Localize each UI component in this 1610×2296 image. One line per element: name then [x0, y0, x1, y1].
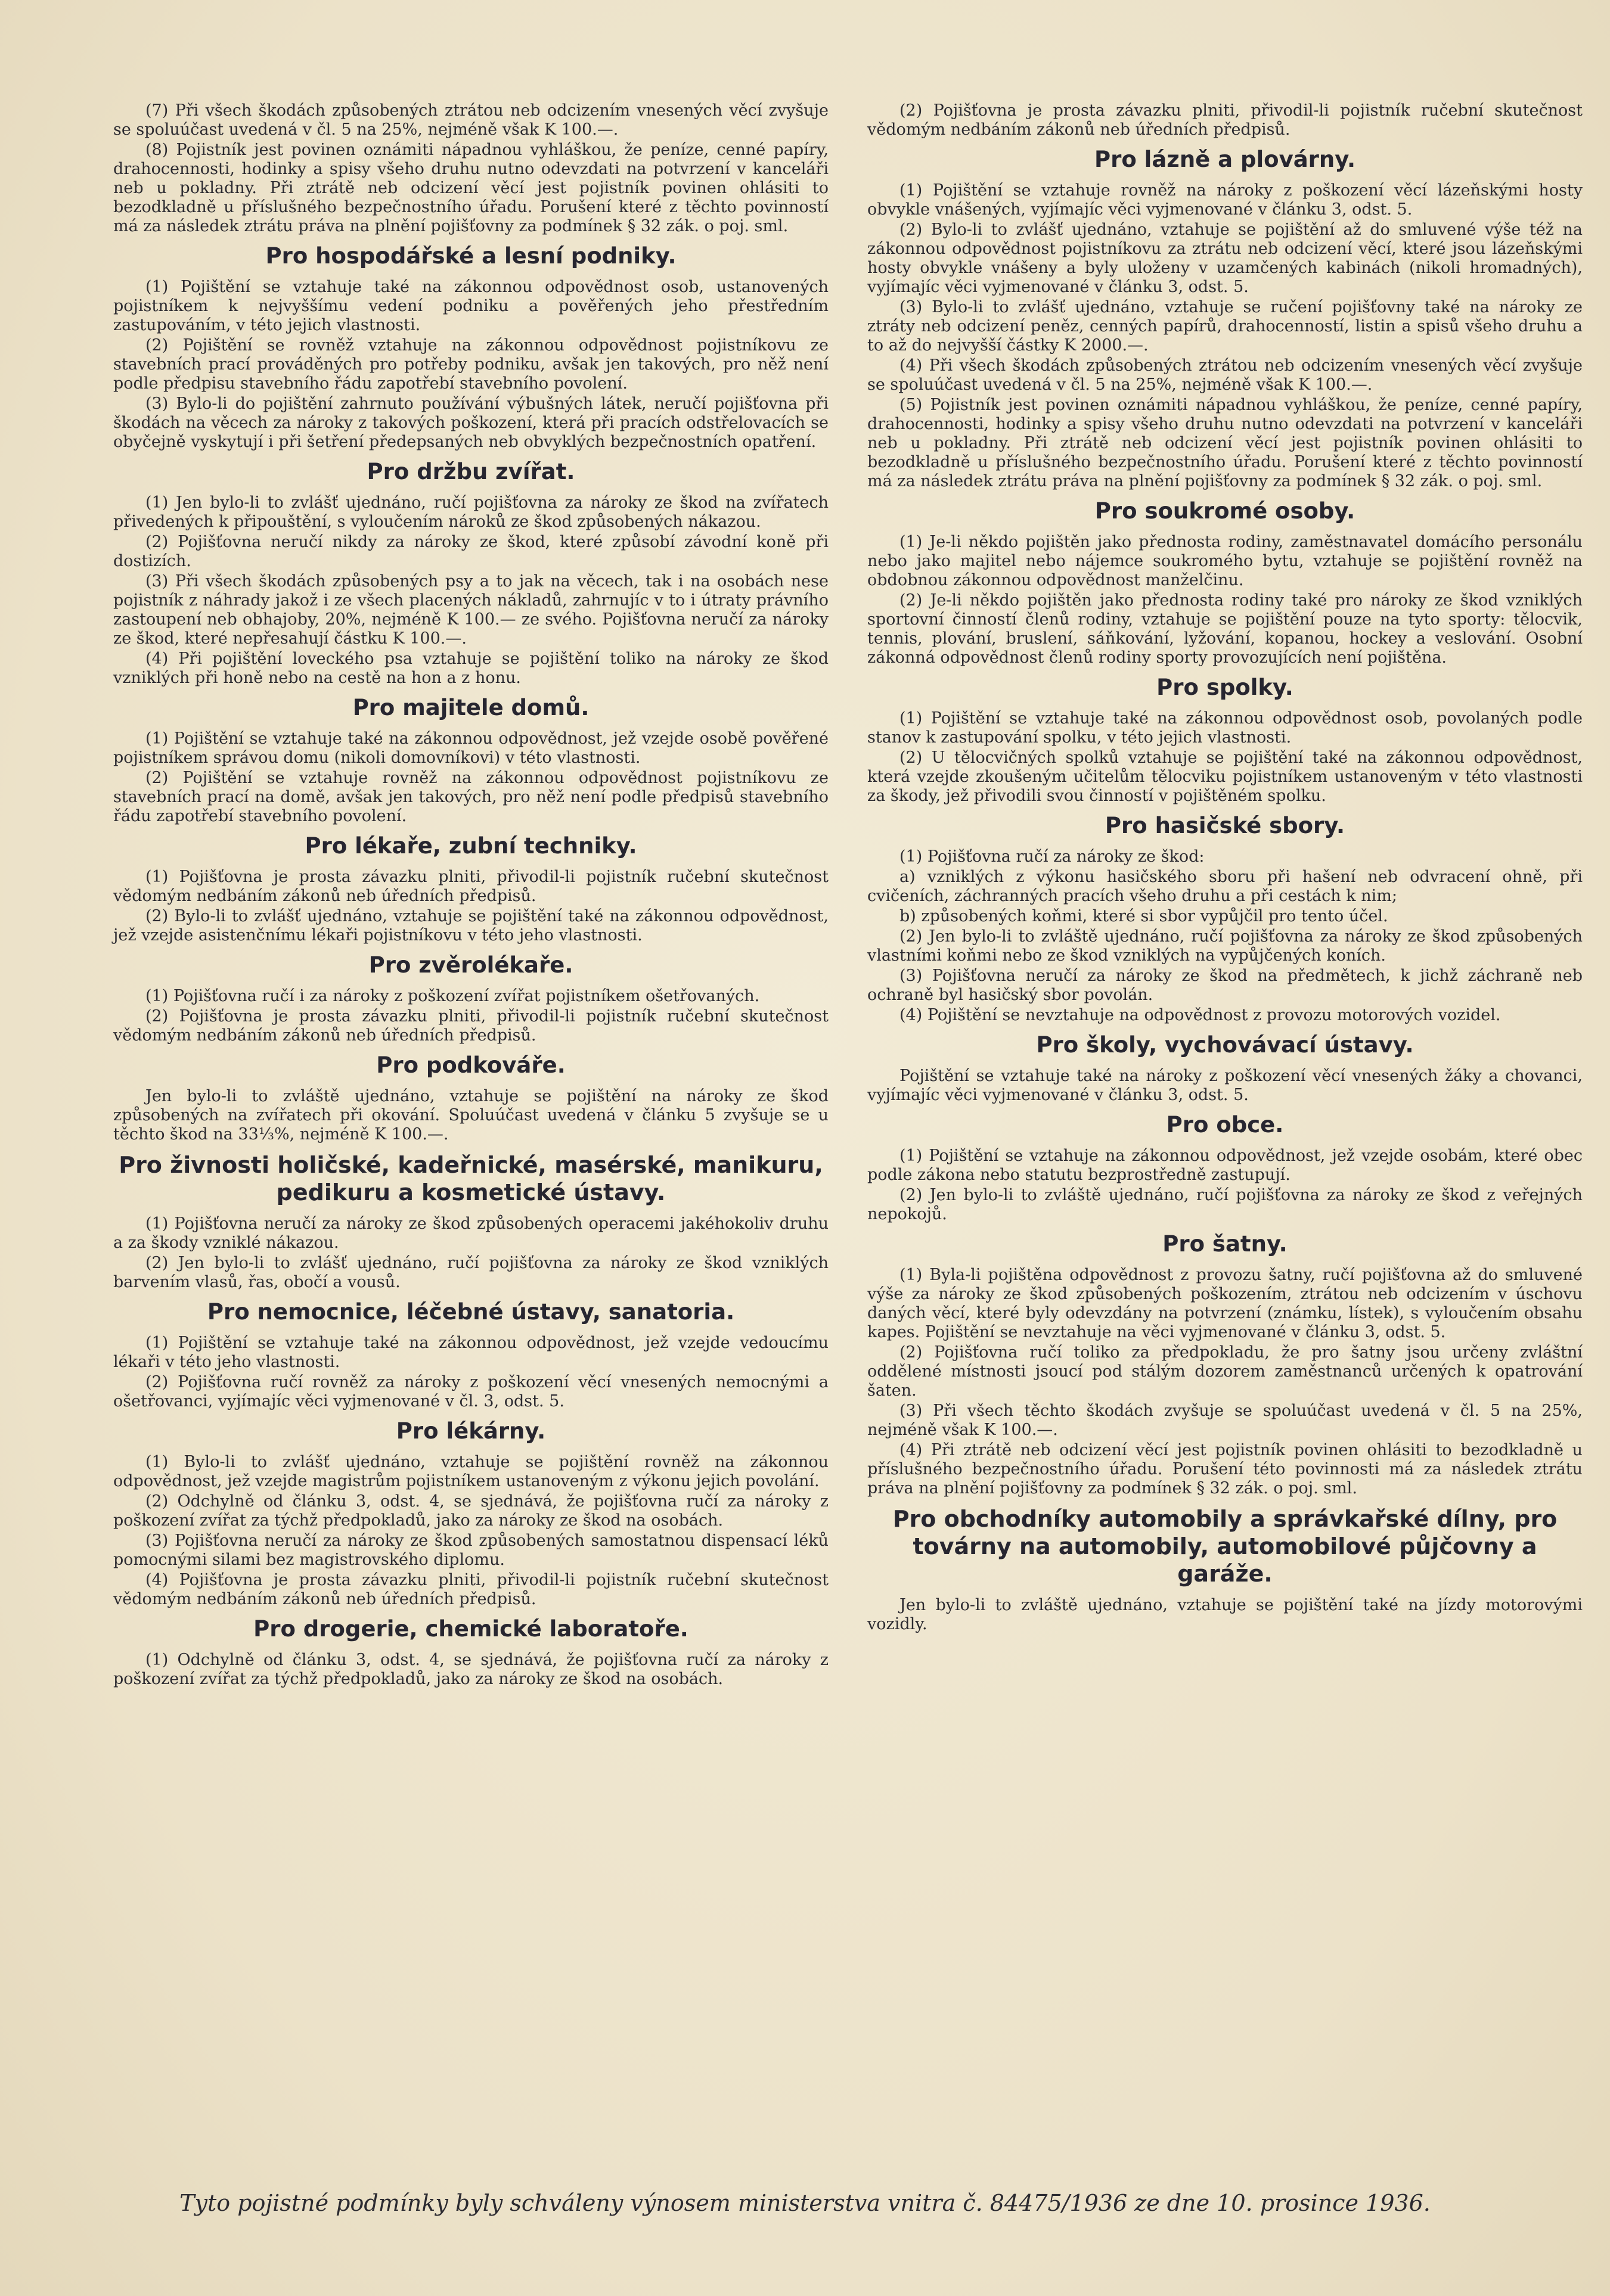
- section-paragraph: (4) Při ztrátě neb odcizení věcí jest pojistník povinen ohlásiti to bezodkladně u příslušného bezpečnostního úřadu. Porušení této povinnosti má za následek ztrátu práva na plnění pojišťovny za podmínek § 32 zák. o poj. sml.: [867, 1441, 1583, 1497]
- section-paragraph: (3) Při všech těchto škodách zvyšuje se spoluúčast uvedená v čl. 5 na 25%, nejméně však K 100.—.: [867, 1402, 1583, 1439]
- section-paragraph: (1) Pojištění se vztahuje na zákonnou odpovědnost, jež vzejde osobám, které obec podle zákona nebo statutu bezprostředně zastupují.: [867, 1147, 1583, 1184]
- section: [867, 147, 1583, 491]
- section-paragraph: (3) Při všech škodách způsobených psy a to jak na věcech, tak i na osobách nese pojistník z náhrady jakož i ze všech placených nákladů, zahrnujíc v to i útraty právního zastoupení neb obhajoby, 20%, nejméně K 100.— ze svého. Pojišťovna neručí za nároky ze škod, které nepřesahují částku K 100.—.: [113, 572, 829, 648]
- section-paragraph: (1) Bylo-li to zvlášť ujednáno, vztahuje se pojištění rovněž na zákonnou odpovědnost, jež vzejde magistrům pojistníkem ustanoveným z výkonu jejich povolání.: [113, 1453, 829, 1490]
- section: [113, 243, 829, 452]
- section: [113, 952, 829, 1045]
- section-paragraph: Jen bylo-li to zvláště ujednáno, vztahuje se pojištění na nároky ze škod způsobených na zvířatech při okování. Spoluúčast uvedená v článku 5 zvyšuje se u těchto škod na 33⅓%, nejméně K 100.—.: [113, 1087, 829, 1144]
- section: [867, 675, 1583, 806]
- section-heading: Pro lékaře, zubní techniky.: [305, 833, 637, 859]
- section-paragraph: (1) Jen bylo-li to zvlášť ujednáno, ručí pojišťovna za nároky ze škod na zvířatech přivedených k připouštění, s vyloučením nároků ze škod způsobených nákazou.: [113, 493, 829, 531]
- intro-paragraph: (8) Pojistník jest povinen oznámiti nápadnou vyhláškou, že peníze, cenné papíry, drahocennosti, hodinky a spisy všeho druhu nutno odevzdati na potvrzení v kanceláři neb u pokladny. Při ztrátě neb odcizení věcí jest pojistník povinen ohlásiti to bezodkladně u příslušného bezpečnostního úřadu. Porušení které z těchto povinností má za následek ztrátu práva na plnění pojišťovny za podmínek § 32 zák. o poj. sml.: [113, 141, 829, 235]
- section-heading: Pro hasičské sbory.: [1105, 813, 1345, 838]
- section-paragraph: Jen bylo-li to zvláště ujednáno, vztahuje se pojištění také na jízdy motorovými vozidly.: [867, 1596, 1583, 1633]
- right-column: [867, 101, 1583, 1635]
- section-heading: Pro držbu zvířat.: [367, 459, 575, 484]
- section-paragraph: (1) Pojištění se vztahuje také na zákonnou odpovědnost, jež vzejde vedoucímu lékaři v této jeho vlastnosti.: [113, 1334, 829, 1371]
- section-paragraph: (2) Pojišťovna neručí nikdy za nároky ze škod, které způsobí závodní koně při dostizích.: [113, 533, 829, 570]
- section-heading: Pro šatny.: [1162, 1231, 1288, 1257]
- section-paragraph: (3) Bylo-li do pojištění zahrnuto používání výbušných látek, neručí pojišťovna při škodách na věcech za nároky z takových poškození, která při pracích odstřelovacích se obyčejně vyskytují i při šetření předepsaných neb obvyklých bezpečnostních opatření.: [113, 394, 829, 451]
- section-paragraph: (4) Pojišťovna je prosta závazku plniti, přivodil-li pojistník ručební skutečnost vědomým nedbáním zákonů neb úředních předpisů.: [113, 1571, 829, 1608]
- section-paragraph: (2) Pojišťovna ručí rovněž za nároky z poškození věcí vnesených nemocnými a ošetřovanci, vyjímajíc věci vyjmenované v čl. 3, odst. 5.: [113, 1373, 829, 1410]
- section-paragraph: (1) Pojišťovna neručí za nároky ze škod způsobených operacemi jakéhokoliv druhu a za škody vzniklé nákazou.: [113, 1214, 829, 1252]
- section-paragraph: (1) Byla-li pojištěna odpovědnost z provozu šatny, ručí pojišťovna až do smluvené výše za nároky ze škod způsobených poškozením, ztrátou neb odcizením v úschovu daných věcí, které byly odevzdány na potvrzení (známku, lístek), s vyloučením obsahu kapes. Pojištění se nevztahuje na věci vyjmenované v článku 3, odst. 5.: [867, 1266, 1583, 1341]
- section-paragraph: (2) Jen bylo-li to zvláště ujednáno, ručí pojišťovna za nároky ze škod z veřejných nepokojů.: [867, 1186, 1583, 1223]
- section-heading: Pro obchodníky automobily a správkařské dílny, pro továrny na automobily, automobilové půjčovny a garáže.: [892, 1506, 1558, 1587]
- section-paragraph: (2) Je-li někdo pojištěn jako přednosta rodiny také pro nároky ze škod vzniklých sportovní činností členů rodiny, vztahuje se pojištění pouze na tyto sporty: tělocvik, tennis, plování, bruslení, sáňkování, lyžování, kopanou, hockey a veslování. Osobní zákonná odpovědnost členů rodiny sporty provozujících není pojištěna.: [867, 591, 1583, 667]
- section-heading: Pro živnosti holičské, kadeřnické, masérské, manikuru, pedikuru a kosmetické ústavy.: [119, 1152, 823, 1206]
- section-heading: Pro spolky.: [1156, 675, 1293, 700]
- section-paragraph: (3) Bylo-li to zvlášť ujednáno, vztahuje se ručení pojišťovny také na nároky ze ztráty neb odcizení peněz, cenných papírů, drahocenností, listin a spisů všeho druhu a to až do nejvyšší částky K 2000.—.: [867, 298, 1583, 355]
- section-heading: Pro soukromé osoby.: [1094, 498, 1355, 524]
- section: [867, 1112, 1583, 1224]
- section: [867, 1032, 1583, 1105]
- section-heading: Pro lékárny.: [396, 1418, 546, 1444]
- section: [867, 498, 1583, 667]
- section: [867, 1505, 1583, 1634]
- section-heading: Pro podkováře.: [376, 1052, 566, 1078]
- section: [113, 695, 829, 826]
- section-paragraph: (2) Pojišťovna ručí toliko za předpokladu, že pro šatny jsou určeny zvláštní oddělené místnosti jsoucí pod stálým dozorem zaměstnanců určených k opatrování šaten.: [867, 1343, 1583, 1400]
- section-paragraph: (1) Odchylně od článku 3, odst. 4, se sjednává, že pojišťovna ručí za nároky z poškození zvířat za týchž předpokladů, jako za nároky ze škod na osobách.: [113, 1651, 829, 1688]
- section-paragraph: (2) Bylo-li to zvlášť ujednáno, vztahuje se pojištění až do smluvené výše též na zákonnou odpovědnost pojistníkovu za ztrátu neb odcizení věcí, které jsou lázeňskými hosty obvykle vnášeny a byly uloženy v uzamčených kabinách (nikoli hromadných), vyjímajíc věci vyjmenované v článku 3, odst. 5.: [867, 220, 1583, 296]
- section-paragraph: Pojištění se vztahuje také na nároky z poškození věcí vnesených žáky a chovanci, vyjímajíc věci vyjmenované v článku 3, odst. 5.: [867, 1067, 1583, 1104]
- section-paragraph: b) způsobených koňmi, které si sbor vypůjčil pro tento účel.: [899, 907, 1388, 925]
- left-column: [113, 101, 829, 1690]
- section-heading: Pro hospodářské a lesní podniky.: [265, 243, 677, 269]
- section-paragraph: (2) Pojištění se vztahuje rovněž na zákonnou odpovědnost pojistníkovu ze stavebních prací na domě, avšak jen takových, pro něž není podle předpisů stavebního řádu zapotřebí stavebního povolení.: [113, 769, 829, 825]
- section-paragraph: (4) Při všech škodách způsobených ztrátou neb odcizením vnesených věcí zvyšuje se spoluúčast uvedená v čl. 5 na 25%, nejméně však K 100.—.: [867, 356, 1583, 394]
- section-heading: Pro drogerie, chemické laboratoře.: [253, 1616, 688, 1642]
- section-heading: Pro obce.: [1166, 1112, 1284, 1138]
- section: [113, 459, 829, 688]
- section-paragraph: (1) Pojištění se vztahuje také na zákonnou odpovědnost, jež vzejde osobě pověřené pojistníkem správou domu (nikoli domovníkovi) v této vlastnosti.: [113, 729, 829, 767]
- section-paragraph: (3) Pojišťovna neručí za nároky ze škod způsobených samostatnou dispensací léků pomocnými silami bez magistrovského diplomu.: [113, 1531, 829, 1569]
- section: [113, 1616, 829, 1689]
- section-paragraph: (5) Pojistník jest povinen oznámiti nápadnou vyhláškou, že peníze, cenné papíry, drahocennosti, hodinky a spisy všeho druhu nutno odevzdati na potvrzení v kanceláři neb u pokladny. Při ztrátě neb odcizení věcí jest pojistník povinen ohlásiti to bezodkladně u příslušného bezpečnostního úřadu. Porušení které z těchto povinností má za následek ztrátu práva na plnění pojišťovny za podmínek § 32 zák. o poj. sml.: [867, 396, 1583, 490]
- section-paragraph: (2) Pojišťovna je prosta závazku plniti, přivodil-li pojistník ručební skutečnost vědomým nedbáním zákonů neb úředních předpisů.: [113, 1007, 829, 1045]
- section-paragraph: (1) Pojišťovna ručí za nároky ze škod:: [899, 847, 1205, 866]
- section-paragraph: (2) Odchylně od článku 3, odst. 4, se sjednává, že pojišťovna ručí za nároky z poškození zvířat za týchž předpokladů, jako za nároky ze škod na osobách.: [113, 1492, 829, 1530]
- section-paragraph: (1) Pojištění se vztahuje také na zákonnou odpovědnost osob, povolaných podle stanov k zastupování spolku, v této jejich vlastnosti.: [867, 709, 1583, 747]
- section: [113, 1418, 829, 1609]
- section: [113, 833, 829, 945]
- section-paragraph: (1) Pojišťovna je prosta závazku plniti, přivodil-li pojistník ručební skutečnost vědomým nedbáním zákonů neb úředních předpisů.: [113, 868, 829, 905]
- section-paragraph: a) vzniklých z výkonu hasičského sboru při hašení neb odvracení ohně, při cvičeních, záchranných pracích všeho druhu a při cestách k nim;: [867, 868, 1583, 905]
- section-heading: Pro nemocnice, léčebné ústavy, sanatoria.: [207, 1299, 735, 1325]
- intro-paragraph: (2) Pojišťovna je prosta závazku plniti, přivodil-li pojistník ručební skutečnost vědomým nedbáním zákonů neb úředních předpisů.: [867, 101, 1583, 139]
- section-paragraph: (2) Bylo-li to zvlášť ujednáno, vztahuje se pojištění také na zákonnou odpovědnost, jež vzejde asistenčnímu lékaři pojistníkovu v této jeho vlastnosti.: [113, 907, 829, 945]
- intro-paragraph: (7) Při všech škodách způsobených ztrátou neb odcizením vnesených věcí zvyšuje se spoluúčast uvedená v čl. 5 na 25%, nejméně však K 100.—.: [113, 101, 829, 139]
- section: [867, 1231, 1583, 1498]
- section-paragraph: (4) Pojištění se nevztahuje na odpovědnost z provozu motorových vozidel.: [899, 1006, 1501, 1024]
- section-paragraph: (3) Pojišťovna neručí za nároky ze škod na předmětech, k jichž záchraně neb ochraně byl hasičský sbor povolán.: [867, 967, 1583, 1004]
- section-paragraph: (1) Je-li někdo pojištěn jako přednosta rodiny, zaměstnavatel domácího personálu nebo jako majitel nebo nájemce soukromého bytu, vztahuje se pojištění rovněž na obdobnou zákonnou odpovědnost manželčinu.: [867, 533, 1583, 589]
- section-paragraph: (1) Pojišťovna ručí i za nároky z poškození zvířat pojistníkem ošetřovaných.: [145, 987, 760, 1005]
- section-paragraph: (2) Jen bylo-li to zvlášť ujednáno, ručí pojišťovna za nároky ze škod vzniklých barvením vlasů, řas, obočí a vousů.: [113, 1254, 829, 1291]
- section: [113, 1052, 829, 1144]
- section-paragraph: (1) Pojištění se vztahuje rovněž na nároky z poškození věcí lázeňskými hosty obvykle vnášených, vyjímajíc věci vyjmenované v článku 3, odst. 5.: [867, 181, 1583, 219]
- section-paragraph: (2) Pojištění se rovněž vztahuje na zákonnou odpovědnost pojistníkovu ze stavebních prací prováděných pro potřeby podniku, avšak jen takových, pro něž není podle předpisu stavebního řádu zapotřebí stavebního povolení.: [113, 336, 829, 393]
- section-paragraph: (4) Při pojištění loveckého psa vztahuje se pojištění toliko na nároky ze škod vzniklých při honě nebo na cestě na hon a z honu.: [113, 650, 829, 687]
- approval-footnote: Tyto pojistné podmínky byly schváleny výnosem ministerstva vnitra č. 84475/1936 ze dne 10. prosince 1936.: [179, 2190, 1431, 2216]
- section-paragraph: (1) Pojištění se vztahuje také na zákonnou odpovědnost osob, ustanovených pojistníkem k nejvyššímu vedení podniku a pověřených jeho přestředním zastupováním, v této jejich vlastnosti.: [113, 278, 829, 334]
- section: [867, 813, 1583, 1025]
- section-heading: Pro lázně a plovárny.: [1094, 147, 1356, 172]
- section-heading: Pro zvěrolékaře.: [368, 952, 573, 978]
- section-heading: Pro majitele domů.: [352, 695, 590, 720]
- section-paragraph: (2) U tělocvičných spolků vztahuje se pojištění také na zákonnou odpovědnost, která vzejde zkoušeným učitelům tělocviku pojistníkem ustanoveným v této vlastnosti za škody, jež přivodili svou činností v pojištěném spolku.: [867, 748, 1583, 805]
- section-heading: Pro školy, vychovávací ústavy.: [1036, 1032, 1414, 1058]
- section: [113, 1299, 829, 1411]
- section-paragraph: (2) Jen bylo-li to zvláště ujednáno, ručí pojišťovna za nároky ze škod způsobených vlastními koňmi nebo ze škod vzniklých na vypůjčených koních.: [867, 927, 1583, 965]
- section: [113, 1151, 829, 1292]
